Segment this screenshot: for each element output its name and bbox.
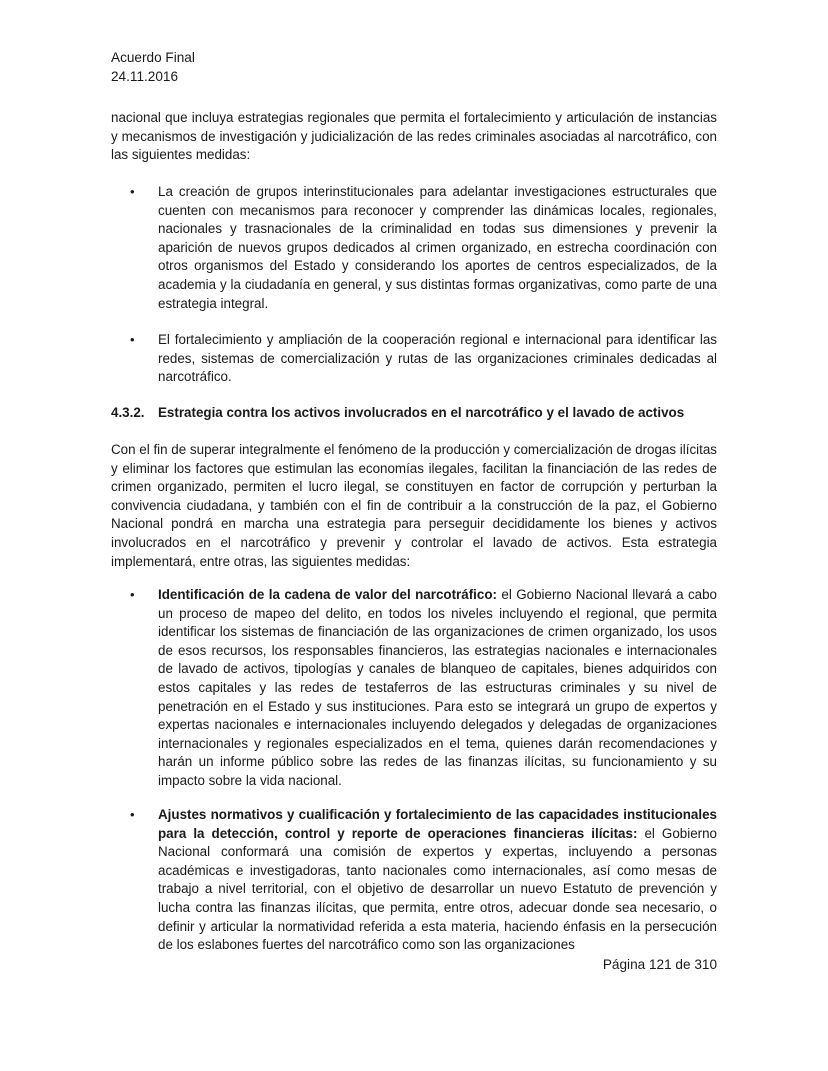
intro-paragraph-block xyxy=(111,109,717,165)
bullet-icon: • xyxy=(130,587,135,602)
list-item-body: el Gobierno Nacional llevará a cabo un proceso de mapeo del delito, en todos los niveles incluyendo el regional, que permita identificar los sistemas de financiación de las organizaciones de crimen organizado, los usos de esos recursos, los responsables financieros, las estrategias nacionales e internacionales de lavado de activos, tipologías y canales de blanqueo de capitales, bienes adquiridos con estos capitales y las redes de testaferros de las estructuras criminales y su nivel de penetración en el Estado y sus instituciones. Para esto se integrará un grupo de expertos y expertas nacionales e internacionales incluyendo delegados y delegadas de organizaciones internacionales y regionales especializados en el tema, quienes darán recomendaciones y harán un informe público sobre las redes de las finanzas ilícitas, su funcionamiento y su impacto sobre la vida nacional. xyxy=(158,587,717,788)
bullet-icon: • xyxy=(130,184,135,199)
list-item xyxy=(111,806,717,955)
bullet-icon: • xyxy=(130,332,135,347)
list-item-text xyxy=(158,586,717,791)
section-paragraph: Con el fin de superar integralmente el fenómeno de la producción y comercialización de drogas ilícitas y eliminar los factores que estimulan las economías ilegales, facilitan la financiación de las redes de crimen organizado, permiten el lucro ilegal, se constituyen en factor de corrupción y perturban la convivencia ciudadana, y también con el fin de contribuir a la construcción de la paz, el Gobierno Nacional pondrá en marcha una estrategia para perseguir decididamente los bienes y activos involucrados en el narcotráfico y prevenir y controlar el lavado de activos. Esta estrategia implementará, entre otras, las siguientes medidas: xyxy=(111,442,717,569)
intro-paragraph: nacional que incluya estrategias regionales que permita el fortalecimiento y articulación de instancias y mecanismos de investigación y judicialización de las redes criminales asociadas al narcotráfico, con las siguientes medidas: xyxy=(111,110,717,163)
document-title: Acuerdo Final xyxy=(111,50,195,65)
list-item xyxy=(111,586,717,791)
list-item xyxy=(111,183,717,313)
list-item-text: La creación de grupos interinstitucionales para adelantar investigaciones estructurales que cuenten con mecanismos para reconocer y comprender las dinámicas locales, regionales, nacionales y trasnacionales de la criminalidad en todas sus dimensiones y prevenir la aparición de nuevos grupos dedicados al crimen organizado, en estrecha coordinación con otros organismos del Estado y considerando los aportes de centros especializados, de la academia y la ciudadanía en general, y sus distintas formas organizativas, como parte de una estrategia integral. xyxy=(158,184,717,311)
list-item-text xyxy=(158,806,717,955)
section-heading xyxy=(111,404,717,423)
section-paragraph-block xyxy=(111,441,717,571)
list-item-bold-lead: Identificación de la cadena de valor del narcotráfico: xyxy=(158,587,497,602)
list-item-bold-lead: Ajustes normativos y cualificación y fortalecimiento de las capacidades institucionales para la detección, control y reporte de operaciones financieras ilícitas: xyxy=(158,807,717,841)
page-number: Página 121 de 310 xyxy=(602,957,717,972)
document-header xyxy=(111,48,195,86)
list-item-text: El fortalecimiento y ampliación de la cooperación regional e internacional para identificar las redes, sistemas de comercialización y rutas de las organizaciones criminales dedicadas al narcotráfico. xyxy=(158,332,717,385)
bullet-icon: • xyxy=(130,807,135,822)
section-number: 4.3.2. xyxy=(111,405,145,420)
list-item xyxy=(111,331,717,387)
list-item-body: el Gobierno Nacional conformará una comisión de expertos y expertas, incluyendo a personas académicas e investigadoras, tanto nacionales como internacionales, así como mesas de trabajo a nivel territorial, con el objetivo de desarrollar un nuevo Estatuto de prevención y lucha contra las finanzas ilícitas, que permita, entre otros, adecuar donde sea necesario, o definir y articular la normatividad referida a esta materia, haciendo énfasis en la persecución de los eslabones fuertes del narcotráfico como son las organizaciones xyxy=(158,825,718,953)
section-title: Estrategia contra los activos involucrados en el narcotráfico y el lavado de activos xyxy=(158,405,685,420)
document-date: 24.11.2016 xyxy=(111,69,179,84)
